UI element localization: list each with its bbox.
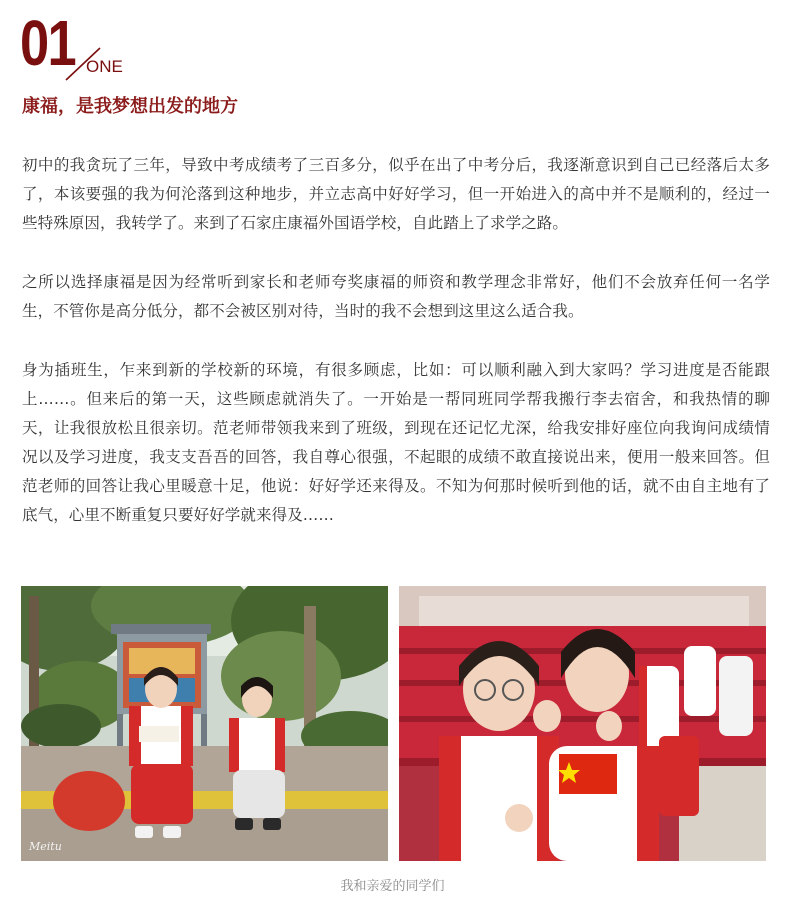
section-title: 康福，是我梦想出发的地方 xyxy=(22,96,238,117)
paragraph-1: 初中的我贪玩了三年，导致中考成绩考了三百多分，似乎在出了中考分后，我逐渐意识到自己已经落后太多了，本该要强的我为何沦落到这种地步，并立志高中好好学习，但一开始进入的高中并不是顺利的，经过一些特殊原因，我转学了。来到了石家庄康福外国语学校，自此踏上了求学之路。 xyxy=(22,156,770,232)
paragraph-3: 身为插班生，乍来到新的学校新的环境，有很多顾虑，比如：可以顺利融入到大家吗？学习进度是否能跟上……。但来后的第一天，这些顾虑就消失了。一开始是一帮同班同学帮我搬行李去宿舍，和我热情的聊天，让我很放松且很亲切。范老师带领我来到了班级，到现在还记忆尤深，给我安排好座位向我询问成绩情况以及学习进度，我支支吾吾的回答，我自尊心很强，不起眼的成绩不敢直接说出来，便用一般来回答。但范老师的回答让我心里暖意十足，他说：好好学还来得及。不知为何那时候听到他的话，就不由自主地有了底气，心里不断重复只要好好学就来得及…… xyxy=(22,361,770,524)
photo-students-outdoors xyxy=(21,586,388,861)
section-header xyxy=(20,7,160,82)
photo-students-auditorium xyxy=(399,586,766,861)
section-number: 01 xyxy=(20,7,76,79)
paragraph-2: 之所以选择康福是因为经常听到家长和老师夸奖康福的师资和教学理念非常好，他们不会放弃任何一名学生，不管你是高分低分，都不会被区别对待，当时的我不会想到这里这么适合我。 xyxy=(22,273,770,320)
section-word: ONE xyxy=(86,57,123,76)
photo-caption: 我和亲爱的同学们 xyxy=(340,879,445,894)
photo-watermark: Meitu xyxy=(29,840,62,853)
